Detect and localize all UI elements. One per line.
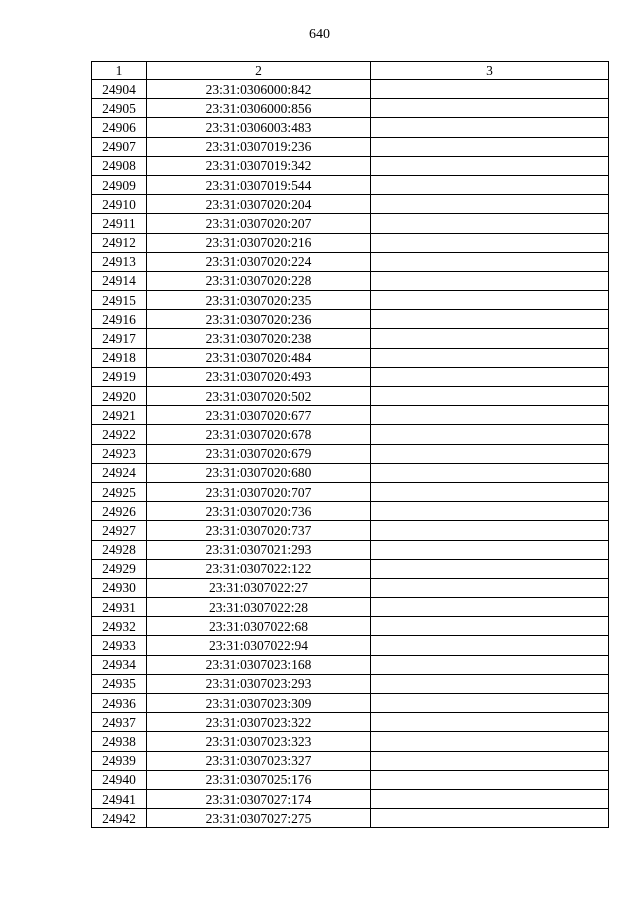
note-cell (371, 598, 609, 617)
table-row (92, 463, 609, 482)
column-header-1: 1 (92, 62, 147, 80)
cadastral-number-cell: 23:31:0306000:842 (147, 80, 371, 99)
row-number-cell: 24926 (92, 502, 147, 521)
row-number-cell: 24932 (92, 617, 147, 636)
header-row (92, 62, 609, 80)
cadastral-number-cell: 23:31:0307019:342 (147, 156, 371, 175)
cadastral-number-cell: 23:31:0307020:679 (147, 444, 371, 463)
cadastral-number-cell: 23:31:0306000:856 (147, 99, 371, 118)
row-number-cell: 24931 (92, 598, 147, 617)
note-cell (371, 713, 609, 732)
register-table (91, 61, 609, 828)
note-cell (371, 636, 609, 655)
note-cell (371, 540, 609, 559)
table-row (92, 291, 609, 310)
row-number-cell: 24904 (92, 80, 147, 99)
row-number-cell: 24923 (92, 444, 147, 463)
note-cell (371, 118, 609, 137)
cadastral-number-cell: 23:31:0307023:293 (147, 674, 371, 693)
cadastral-number-cell: 23:31:0307020:238 (147, 329, 371, 348)
table-row (92, 175, 609, 194)
note-cell (371, 521, 609, 540)
row-number-cell: 24939 (92, 751, 147, 770)
row-number-cell: 24914 (92, 271, 147, 290)
cadastral-number-cell: 23:31:0307020:678 (147, 425, 371, 444)
cadastral-number-cell: 23:31:0307020:677 (147, 406, 371, 425)
table-row (92, 137, 609, 156)
table-row (92, 655, 609, 674)
note-cell (371, 137, 609, 156)
row-number-cell: 24924 (92, 463, 147, 482)
note-cell (371, 463, 609, 482)
note-cell (371, 367, 609, 386)
cadastral-number-cell: 23:31:0307027:275 (147, 809, 371, 828)
cadastral-number-cell: 23:31:0307020:680 (147, 463, 371, 482)
note-cell (371, 406, 609, 425)
row-number-cell: 24908 (92, 156, 147, 175)
row-number-cell: 24921 (92, 406, 147, 425)
row-number-cell: 24910 (92, 195, 147, 214)
table-row (92, 367, 609, 386)
cadastral-number-cell: 23:31:0307019:236 (147, 137, 371, 156)
note-cell (371, 809, 609, 828)
note-cell (371, 233, 609, 252)
note-cell (371, 482, 609, 501)
table-row (92, 559, 609, 578)
row-number-cell: 24915 (92, 291, 147, 310)
note-cell (371, 329, 609, 348)
note-cell (371, 732, 609, 751)
table-row (92, 789, 609, 808)
cadastral-number-cell: 23:31:0307020:235 (147, 291, 371, 310)
cadastral-number-cell: 23:31:0307023:327 (147, 751, 371, 770)
table-row (92, 348, 609, 367)
table-row (92, 770, 609, 789)
row-number-cell: 24919 (92, 367, 147, 386)
row-number-cell: 24937 (92, 713, 147, 732)
table-row (92, 425, 609, 444)
row-number-cell: 24928 (92, 540, 147, 559)
cadastral-number-cell: 23:31:0307020:737 (147, 521, 371, 540)
cadastral-number-cell: 23:31:0307023:168 (147, 655, 371, 674)
note-cell (371, 444, 609, 463)
cadastral-number-cell: 23:31:0307020:236 (147, 310, 371, 329)
row-number-cell: 24907 (92, 137, 147, 156)
table-row (92, 80, 609, 99)
cadastral-number-cell: 23:31:0307023:322 (147, 713, 371, 732)
table-row (92, 674, 609, 693)
table-row (92, 713, 609, 732)
note-cell (371, 770, 609, 789)
cadastral-number-cell: 23:31:0307020:484 (147, 348, 371, 367)
note-cell (371, 348, 609, 367)
table-row (92, 636, 609, 655)
table-row (92, 252, 609, 271)
row-number-cell: 24912 (92, 233, 147, 252)
table-row (92, 310, 609, 329)
note-cell (371, 175, 609, 194)
note-cell (371, 291, 609, 310)
row-number-cell: 24934 (92, 655, 147, 674)
note-cell (371, 694, 609, 713)
note-cell (371, 655, 609, 674)
cadastral-number-cell: 23:31:0307020:216 (147, 233, 371, 252)
table-row (92, 617, 609, 636)
table-row (92, 809, 609, 828)
table-row (92, 329, 609, 348)
row-number-cell: 24922 (92, 425, 147, 444)
row-number-cell: 24925 (92, 482, 147, 501)
note-cell (371, 156, 609, 175)
row-number-cell: 24913 (92, 252, 147, 271)
table-header (92, 62, 609, 80)
row-number-cell: 24940 (92, 770, 147, 789)
row-number-cell: 24942 (92, 809, 147, 828)
row-number-cell: 24918 (92, 348, 147, 367)
note-cell (371, 99, 609, 118)
cadastral-number-cell: 23:31:0307027:174 (147, 789, 371, 808)
row-number-cell: 24916 (92, 310, 147, 329)
table-row (92, 540, 609, 559)
row-number-cell: 24906 (92, 118, 147, 137)
cadastral-number-cell: 23:31:0307021:293 (147, 540, 371, 559)
table-row (92, 99, 609, 118)
table-row (92, 387, 609, 406)
table-row (92, 271, 609, 290)
row-number-cell: 24938 (92, 732, 147, 751)
note-cell (371, 387, 609, 406)
table-row (92, 521, 609, 540)
table-row (92, 482, 609, 501)
note-cell (371, 674, 609, 693)
cadastral-number-cell: 23:31:0307020:736 (147, 502, 371, 521)
table-row (92, 195, 609, 214)
cadastral-number-cell: 23:31:0307022:27 (147, 578, 371, 597)
cadastral-number-cell: 23:31:0307022:94 (147, 636, 371, 655)
note-cell (371, 214, 609, 233)
cadastral-number-cell: 23:31:0307022:28 (147, 598, 371, 617)
table-body (92, 80, 609, 828)
table-row (92, 732, 609, 751)
cadastral-number-cell: 23:31:0307025:176 (147, 770, 371, 789)
table-row (92, 444, 609, 463)
row-number-cell: 24917 (92, 329, 147, 348)
table-row (92, 502, 609, 521)
table-row (92, 118, 609, 137)
cadastral-number-cell: 23:31:0307019:544 (147, 175, 371, 194)
note-cell (371, 578, 609, 597)
cadastral-number-cell: 23:31:0307022:122 (147, 559, 371, 578)
cadastral-number-cell: 23:31:0307020:493 (147, 367, 371, 386)
cadastral-number-cell: 23:31:0307020:204 (147, 195, 371, 214)
cadastral-number-cell: 23:31:0307020:707 (147, 482, 371, 501)
cadastral-number-cell: 23:31:0306003:483 (147, 118, 371, 137)
note-cell (371, 195, 609, 214)
row-number-cell: 24920 (92, 387, 147, 406)
cadastral-number-cell: 23:31:0307020:228 (147, 271, 371, 290)
note-cell (371, 80, 609, 99)
cadastral-number-cell: 23:31:0307020:502 (147, 387, 371, 406)
table-row (92, 156, 609, 175)
note-cell (371, 789, 609, 808)
cadastral-number-cell: 23:31:0307022:68 (147, 617, 371, 636)
row-number-cell: 24911 (92, 214, 147, 233)
cadastral-number-cell: 23:31:0307020:207 (147, 214, 371, 233)
page-number: 640 (309, 27, 330, 42)
row-number-cell: 24929 (92, 559, 147, 578)
table-row (92, 694, 609, 713)
cadastral-number-cell: 23:31:0307020:224 (147, 252, 371, 271)
column-header-3: 3 (371, 62, 609, 80)
note-cell (371, 559, 609, 578)
row-number-cell: 24941 (92, 789, 147, 808)
table-row (92, 406, 609, 425)
table-row (92, 598, 609, 617)
row-number-cell: 24927 (92, 521, 147, 540)
cadastral-number-cell: 23:31:0307023:309 (147, 694, 371, 713)
row-number-cell: 24935 (92, 674, 147, 693)
note-cell (371, 751, 609, 770)
column-header-2: 2 (147, 62, 371, 80)
note-cell (371, 310, 609, 329)
note-cell (371, 271, 609, 290)
row-number-cell: 24905 (92, 99, 147, 118)
cadastral-number-cell: 23:31:0307023:323 (147, 732, 371, 751)
note-cell (371, 617, 609, 636)
row-number-cell: 24936 (92, 694, 147, 713)
row-number-cell: 24909 (92, 175, 147, 194)
row-number-cell: 24933 (92, 636, 147, 655)
table-row (92, 233, 609, 252)
table-row (92, 578, 609, 597)
note-cell (371, 425, 609, 444)
note-cell (371, 502, 609, 521)
table-row (92, 751, 609, 770)
table-row (92, 214, 609, 233)
note-cell (371, 252, 609, 271)
row-number-cell: 24930 (92, 578, 147, 597)
